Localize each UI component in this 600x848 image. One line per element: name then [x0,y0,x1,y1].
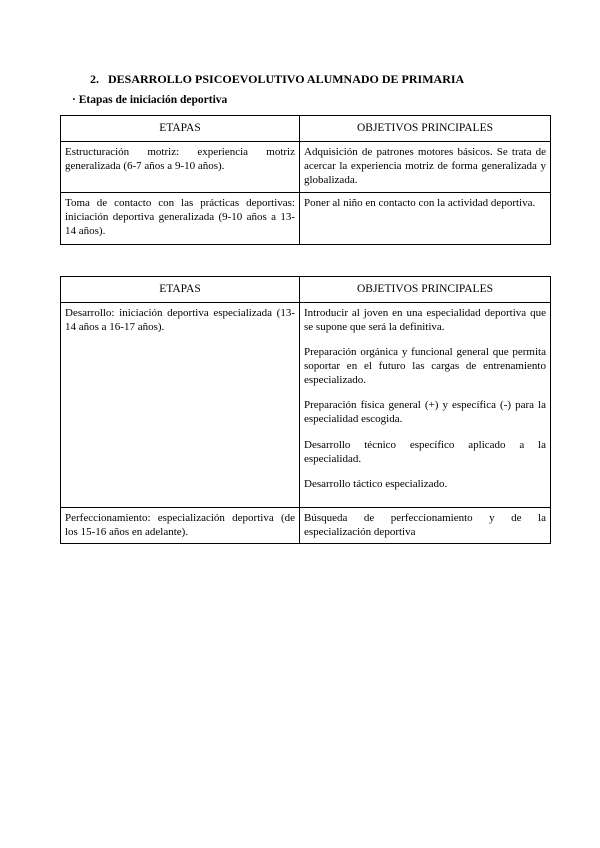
table-row [61,142,551,193]
objetivo-item: Adquisición de patrones motores básicos. Se trata de acercar la experiencia motriz de forma generalizada y globalizada. [304,146,546,187]
table-header-row [61,116,551,142]
header-objetivos: OBJETIVOS PRINCIPALES [300,116,551,142]
objetivos-cell [300,508,551,544]
objetivo-item: Introducir al joven en una especialidad deportiva que se supone que será la definitiva. [304,307,546,334]
stages-table-2 [60,276,551,544]
table-row [61,193,551,245]
objetivo-item: Preparación orgánica y funcional general que permita soportar en el futuro las cargas de entrenamiento especializado. [304,346,546,387]
objetivo-item: Búsqueda de perfeccionamiento y de la especialización deportiva [304,512,546,539]
etapa-cell: Perfeccionamiento: especialización deportiva (de los 15-16 años en adelante). [61,508,300,544]
section-subtitle: · Etapas de iniciación deportiva [72,94,228,106]
table-header-row [61,277,551,303]
header-etapas: ETAPAS [61,277,300,303]
objetivo-item: Preparación física general (+) y específica (-) para la especialidad escogida. [304,399,546,426]
objetivos-cell [300,303,551,508]
objetivos-cell [300,193,551,245]
objetivos-cell [300,142,551,193]
section-heading [90,72,464,87]
objetivo-item: Desarrollo técnico específico aplicado a la especialidad. [304,438,546,465]
etapa-cell: Toma de contacto con las prácticas deportivas: iniciación deportiva generalizada (9-10 años a 13-14 años). [61,193,300,245]
etapa-cell: Desarrollo: iniciación deportiva especializada (13-14 años a 16-17 años). [61,303,300,508]
section-title: DESARROLLO PSICOEVOLUTIVO ALUMNADO DE PRIMARIA [108,72,465,86]
header-objetivos: OBJETIVOS PRINCIPALES [300,277,551,303]
objetivo-item: Desarrollo táctico especializado. [304,477,448,490]
table-row [61,508,551,544]
objetivo-item: Poner al niño en contacto con la actividad deportiva. [304,197,536,209]
etapa-cell: Estructuración motriz: experiencia motriz generalizada (6-7 años a 9-10 años). [61,142,300,193]
table-row [61,303,551,508]
section-number: 2. [90,72,99,86]
stages-table-1 [60,115,551,245]
header-etapas: ETAPAS [61,116,300,142]
